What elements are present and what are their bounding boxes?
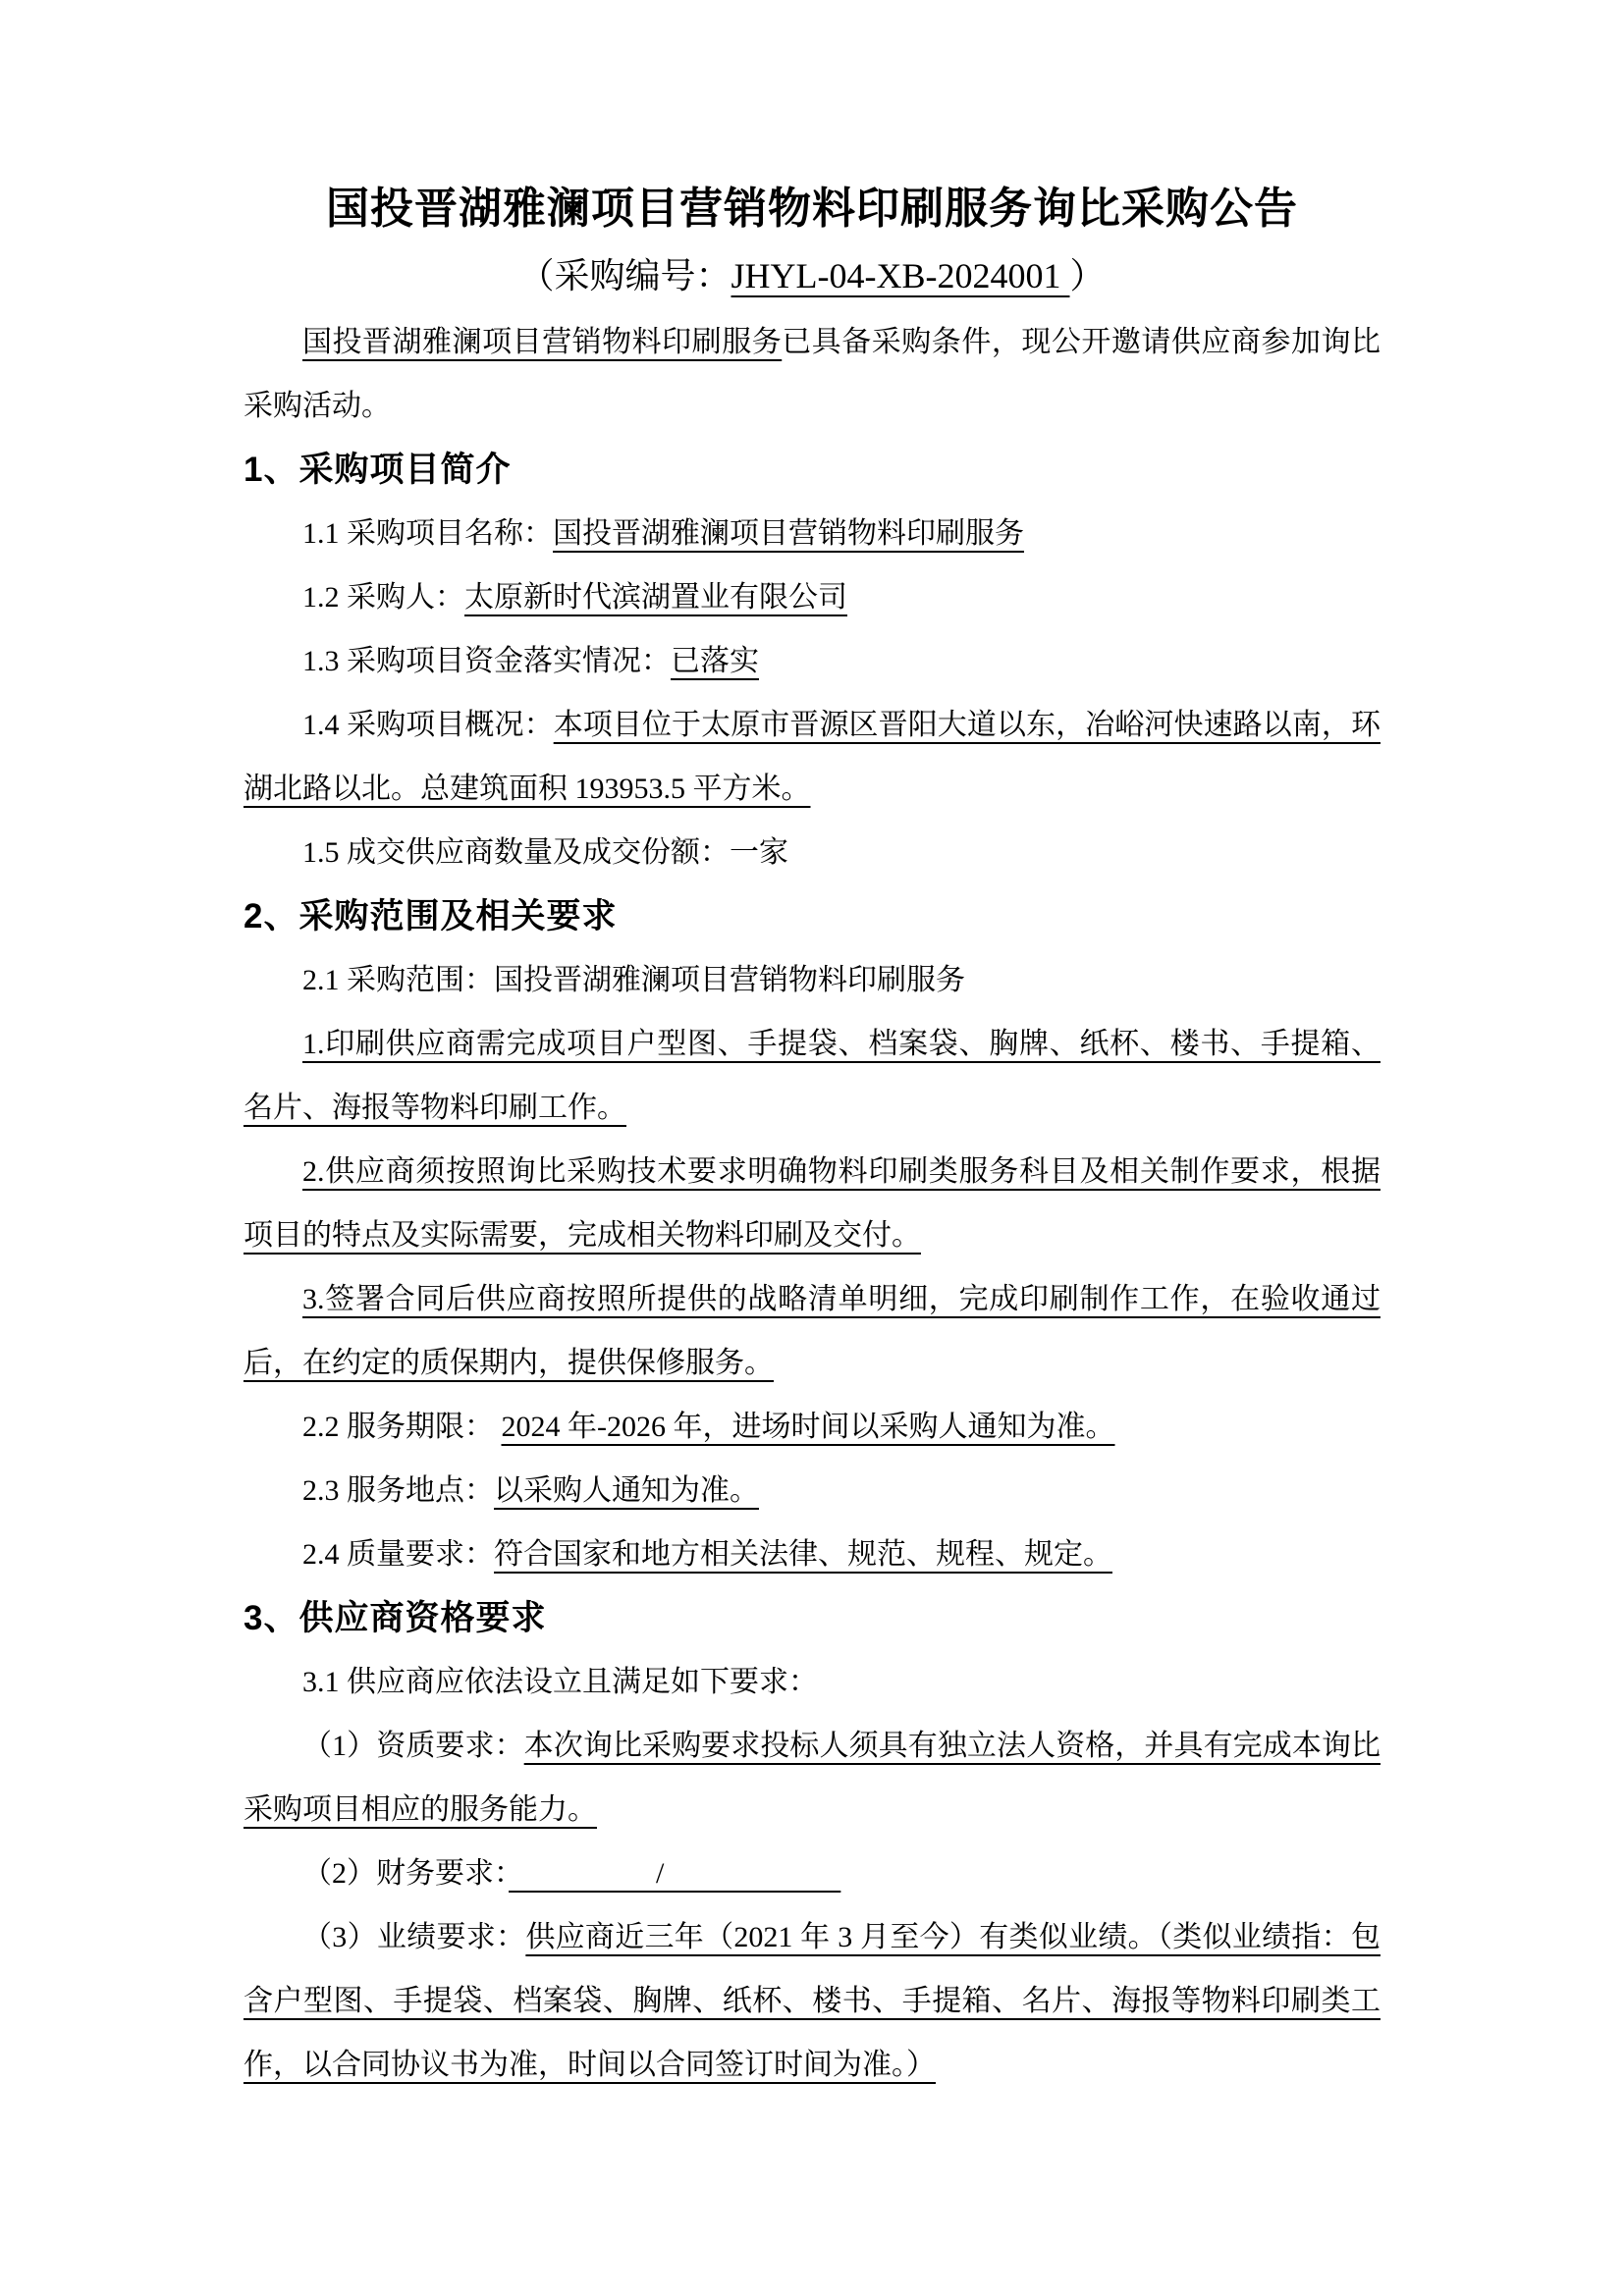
text-segment: 1.5 成交供应商数量及成交份额：一家 bbox=[302, 836, 788, 869]
item-2-1-scope bbox=[244, 948, 1380, 1012]
text-segment: 1、采购项目简介 bbox=[244, 451, 512, 489]
doc-title bbox=[244, 177, 1380, 241]
text-segment: 已落实 bbox=[671, 645, 759, 677]
item-1-1-project-name bbox=[244, 502, 1380, 565]
text-segment: JHYL-04-XB-2024001 bbox=[731, 256, 1070, 295]
text-segment: （1）资质要求： bbox=[302, 1730, 524, 1762]
text-segment: 2.3 服务地点： bbox=[302, 1474, 494, 1507]
section-3-heading bbox=[244, 1586, 1380, 1650]
text-segment: 以采购人通知为准。 bbox=[494, 1474, 759, 1507]
text-segment: / bbox=[509, 1857, 841, 1890]
text-segment: （2）财务要求： bbox=[302, 1857, 509, 1890]
text-segment: 2.供应商须按照询比采购技术要求明确物料印刷类服务科目及相关制作要求，根据项目的特点及实际需要，完成相关物料印刷及交付。 bbox=[244, 1155, 1380, 1252]
qualification-requirement bbox=[244, 1714, 1380, 1842]
financial-requirement bbox=[244, 1842, 1380, 1905]
text-segment: 本项目位于太原市晋源区晋阳大道以东，冶峪河快速路以南，环湖北路以北。总建筑面积 193953.5 平方米。 bbox=[244, 709, 1381, 805]
procurement-number-line bbox=[244, 241, 1380, 310]
item-2-4-quality bbox=[244, 1522, 1380, 1586]
scope-detail-1 bbox=[244, 1012, 1380, 1140]
text-segment: 国投晋湖雅澜项目营销物料印刷服务询比采购公告 bbox=[326, 185, 1298, 233]
item-1-4-overview bbox=[244, 693, 1380, 821]
text-segment: 2.2 服务期限： bbox=[302, 1411, 502, 1443]
text-segment: 1.2 采购人： bbox=[302, 581, 464, 614]
text-segment: 2.1 采购范围：国投晋湖雅澜项目营销物料印刷服务 bbox=[302, 964, 965, 996]
text-segment: 符合国家和地方相关法律、规范、规程、规定。 bbox=[494, 1538, 1112, 1571]
section-2-heading bbox=[244, 884, 1380, 948]
performance-requirement bbox=[244, 1905, 1380, 2097]
item-1-3-funding bbox=[244, 629, 1380, 693]
text-segment: （3）业绩要求： bbox=[302, 1921, 526, 1953]
text-segment: 1.4 采购项目概况： bbox=[302, 709, 554, 741]
item-2-3-service-location bbox=[244, 1459, 1380, 1522]
text-segment: 1.3 采购项目资金落实情况： bbox=[302, 645, 671, 677]
text-segment: 1.1 采购项目名称： bbox=[302, 517, 553, 550]
text-segment: （采购编号： bbox=[518, 256, 731, 295]
section-1-heading bbox=[244, 438, 1380, 502]
text-segment: 3.签署合同后供应商按照所提供的战略清单明细，完成印刷制作工作，在验收通过后，在约定的质保期内，提供保修服务。 bbox=[244, 1283, 1380, 1379]
text-segment: 2、采购范围及相关要求 bbox=[244, 897, 618, 935]
text-segment: 2.4 质量要求： bbox=[302, 1538, 494, 1571]
scope-detail-2 bbox=[244, 1140, 1380, 1267]
item-3-1-requirements bbox=[244, 1650, 1380, 1714]
item-1-5-supplier-count bbox=[244, 821, 1380, 884]
text-segment: 3、供应商资格要求 bbox=[244, 1599, 547, 1637]
document-body bbox=[244, 177, 1380, 2097]
text-segment: 国投晋湖雅澜项目营销物料印刷服务 bbox=[553, 517, 1024, 550]
text-segment: 3.1 供应商应依法设立且满足如下要求： bbox=[302, 1666, 818, 1698]
text-segment: 2024 年-2026 年，进场时间以采购人通知为准。 bbox=[501, 1411, 1115, 1443]
intro-paragraph bbox=[244, 310, 1380, 438]
text-segment: 已具备采购条件，现公开邀请供应商参加询比采购活动。 bbox=[244, 326, 1381, 422]
scope-detail-3 bbox=[244, 1267, 1380, 1395]
text-segment: 1.印刷供应商需完成项目户型图、手提袋、档案袋、胸牌、纸杯、楼书、手提箱、名片、海报等物料印刷工作。 bbox=[244, 1028, 1380, 1124]
item-1-2-purchaser bbox=[244, 565, 1380, 629]
text-segment: 太原新时代滨湖置业有限公司 bbox=[464, 581, 847, 614]
text-segment: ） bbox=[1069, 256, 1106, 295]
text-segment: 供应商近三年（2021 年 3 月至今）有类似业绩。（类似业绩指：包含户型图、手提袋、档案袋、胸牌、纸杯、楼书、手提箱、名片、海报等物料印刷类工作，以合同协议书为准，时间以合同签订时间为准。） bbox=[244, 1921, 1381, 2081]
item-2-2-service-period bbox=[244, 1395, 1380, 1459]
text-segment: 国投晋湖雅澜项目营销物料印刷服务 bbox=[302, 326, 783, 358]
text-segment: 本次询比采购要求投标人须具有独立法人资格，并具有完成本询比采购项目相应的服务能力。 bbox=[244, 1730, 1381, 1826]
